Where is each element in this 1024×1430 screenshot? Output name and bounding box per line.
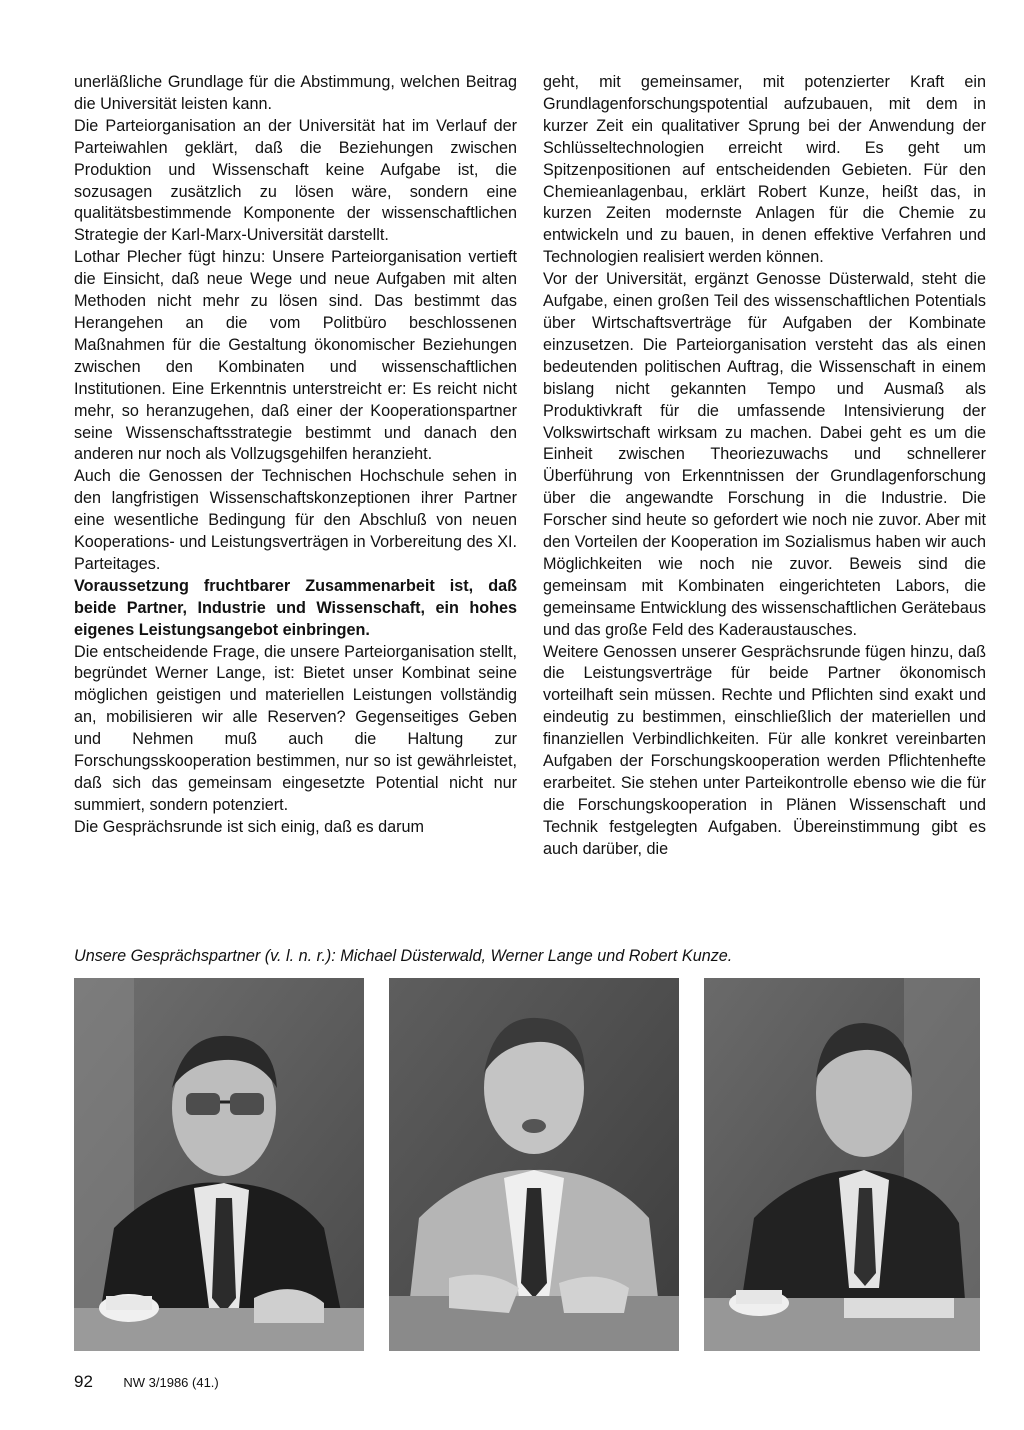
issue-label: NW 3/1986 (41.) [123, 1375, 219, 1390]
paragraph: Weitere Genossen unserer Gesprächsrunde fügen hinzu, daß die Leistungsverträge für beide Partner ökonomisch vorteilhaft sein müssen. Rechte und Pflichten sind exakt und eindeutig zu bestimmen, einschließlich der materiellen und finanziellen Verbindlichkeiten. Für alle konkret vereinbarten Aufgaben der Forschungskooperation werden Pflichtenhefte erarbeitet. Sie stehen unter Parteikontrolle ebenso wie die für die Forschungskooperation in Plänen Wissenschaft und Technik festgelegten Aufgaben. Übereinstimmung gibt es auch darüber, die [543, 642, 986, 858]
paragraph: Die Parteiorganisation an der Universität hat im Verlauf der Parteiwahlen geklärt, daß die Beziehungen zwischen Produktion und Wissenschaft keine Aufgabe ist, die sozusagen zusätzlich zu lösen wäre, sondern eine qualitätsbestimmende Komponente der wissenschaftlichen Strategie der Karl-Marx-Universität darstellt. [74, 116, 517, 245]
photo-werner-lange [389, 978, 679, 1351]
article-right-column [543, 72, 986, 861]
paragraph: unerläßliche Grundlage für die Abstimmung, welchen Beitrag die Universität leisten kann. [74, 73, 517, 113]
photo-robert-kunze [704, 978, 980, 1351]
article-left-column [74, 72, 517, 839]
photo-michael-duesterwald [74, 978, 364, 1351]
paragraph: Vor der Universität, ergänzt Genosse Düsterwald, steht die Aufgabe, einen großen Teil des wissenschaftlichen Potentials über Wirtschaftsverträge für Aufgaben der Kombinate einzusetzen. Die Parteiorganisation versteht das als einen bedeutenden politischen Auftrag, die Wissenschaft in einem bislang nicht gekannten Tempo und Ausmaß als Produktivkraft für die umfassende Intensivierung der Volkswirtschaft wirksam zu machen. Dabei geht es um die Einheit zwischen Theoriezuwachs und schnellerer Überführung von Erkenntnissen der Grundlagenforschung über die angewandte Forschung in die Industrie. Die Forscher sind heute so gefordert wie noch nie zuvor. Aber mit den Vorteilen der Kooperation im Sozialismus haben wir auch Möglichkeiten wie noch nie zuvor. Beweis sind die gemeinsam mit Kombinaten eingerichteten Labors, die gemeinsame Entwicklung des wissenschaftlichen Gerätebaus und das große Feld des Kaderaustausches. [543, 270, 986, 639]
photo-caption: Unsere Gesprächspartner (v. l. n. r.): Michael Düsterwald, Werner Lange und Robert Kunze. [74, 947, 733, 965]
paragraph: Die Gesprächsrunde ist sich einig, daß es darum [74, 817, 424, 836]
photo-graphic [389, 978, 679, 1351]
photo-graphic [74, 978, 364, 1351]
paragraph: Lothar Plecher fügt hinzu: Unsere Parteiorganisation vertieft die Einsicht, daß neue Wege und neue Aufgaben mit alten Methoden nicht mehr zu lösen sind. Das bestimmt das Herangehen an die vom Politbüro beschlossenen Maßnahmen für die Gestaltung ökonomischer Beziehungen zwischen den Kombinaten und wissenschaftlichen Institutionen. Eine Erkenntnis unterstreicht er: Es reicht nicht mehr, so heranzugehen, daß einer der Kooperationspartner seine Wissenschaftsstrategie bestimmt und danach den anderen nur noch als Vollzugsgehilfen heranzieht. [74, 248, 517, 464]
page-number: 92 [74, 1372, 93, 1391]
paragraph: Auch die Genossen der Technischen Hochschule sehen in den langfristigen Wissenschaftskonzeptionen ihrer Partner eine wesentliche Bedingung für den Abschluß von neuen Kooperations- und Leistungsverträgen in Vorbereitung des XI. Parteitages. [74, 467, 517, 573]
paragraph: geht, mit gemeinsamer, mit potenzierter Kraft ein Grundlagenforschungspotential aufzubauen, mit dem in kurzer Zeit ein qualitativer Sprung bei der Anwendung der Schlüsseltechnologien erreicht wird. Es geht um Spitzenpositionen auf entscheidenden Gebieten. Für den Chemieanlagenbau, erklärt Robert Kunze, heißt das, in kurzen Zeiten modernste Anlagen für die Chemie zu entwickeln und zu bauen, in denen effektive Verfahren und Technologien realisiert werden können. [543, 73, 986, 267]
bold-subheading-paragraph: Voraussetzung fruchtbarer Zusammenarbeit ist, daß beide Partner, Industrie und Wissenschaft, ein hohes eigenes Leistungsangebot einbringen. [74, 576, 517, 639]
paragraph: Die entscheidende Frage, die unsere Parteiorganisation stellt, begründet Werner Lange, ist: Bietet unser Kombinat seine möglichen geistigen und materiellen Leistungen vollständig an, mobilisieren wir alle Reserven? Gegenseitiges Geben und Nehmen muß auch die Haltung zur Forschungsskooperation bestimmen, nur so ist gewährleistet, daß sich das gemeinsam eingesetzte Potential nicht nur summiert, sondern potenziert. [74, 642, 517, 814]
photo-graphic [704, 978, 980, 1351]
page-footer [74, 1372, 219, 1393]
